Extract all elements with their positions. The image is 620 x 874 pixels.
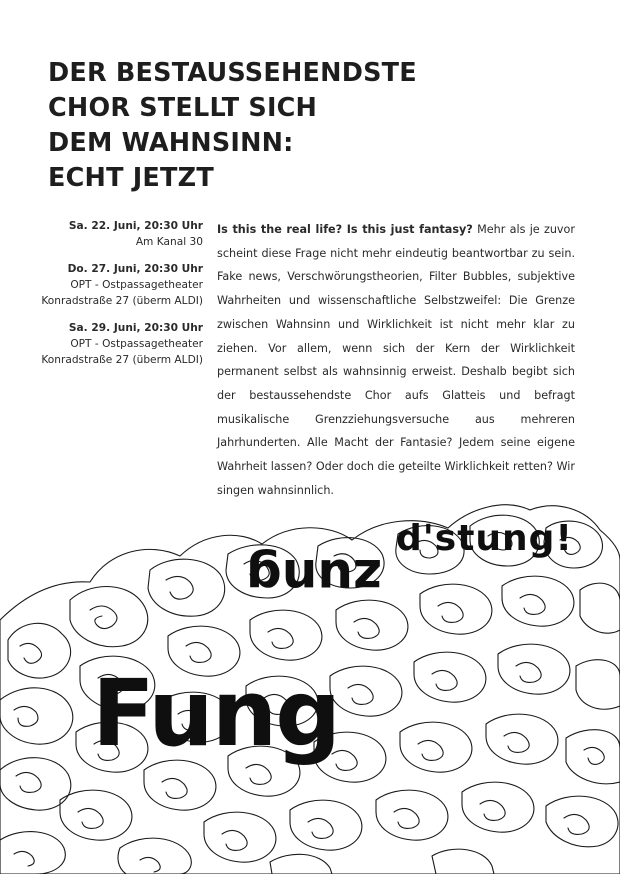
venue-address: Konradstraße 27 (überm ALDI) [41,295,203,307]
description-body: Mehr als je zuvor scheint diese Frage nicht mehr eindeutig beantwortbar zu sein. Fake news, Verschwörungstheorien, Filter Bubbles, subjektive Wahrheiten und wissenschaftliche Selbstzweifel: Die Grenze zwischen Wahnsinn und Wirklichkeit ist nicht mehr klar zu ziehen. Vor allem, wenn sich der Kern der Wirklichkeit permanent selbst als wahnsinnig erweist. Deshalb begibt sich der bestaussehendste Chor aufs Glatteis und befragt musikalische Grenzziehungsversuche aus mehreren Jahrhunderten. Alle Macht der Fantasie? Jedem seine eigene Wahrheit lassen? Oder doch die geteilte Wirklichkeit retten? Wir singen wahnsinnlich. [217,223,576,497]
description-text [217,218,575,502]
headline-line-3: DEM WAHNSINN: [48,128,294,158]
date-entry [40,218,203,250]
headline-line-2: CHOR STELLT SICH [48,93,318,123]
headline-line-1: DER BESTAUSSEHENDSTE [48,58,417,88]
artwork-word-upside-down: zung [246,548,383,606]
headline [48,56,468,196]
artwork-word-large: Fung [92,660,340,767]
artwork-word-top: d'stung! [396,518,573,559]
venue-line: Am Kanal 30 [135,236,203,248]
performance-dates [40,218,203,379]
venue-address: Konradstraße 27 (überm ALDI) [41,354,203,366]
date-time: Do. 27. Juni, 20:30 Uhr [67,263,203,275]
venue-line: OPT - Ostpassagetheater [70,279,203,291]
date-time: Sa. 29. Juni, 20:30 Uhr [68,322,203,334]
headline-line-4: ECHT JETZT [48,163,214,193]
description-lead: Is this the real life? Is this just fantasy? [217,223,473,236]
date-entry [40,261,203,309]
date-time: Sa. 22. Juni, 20:30 Uhr [68,220,203,232]
venue-line: OPT - Ostpassagetheater [70,338,203,350]
date-entry [40,320,203,368]
